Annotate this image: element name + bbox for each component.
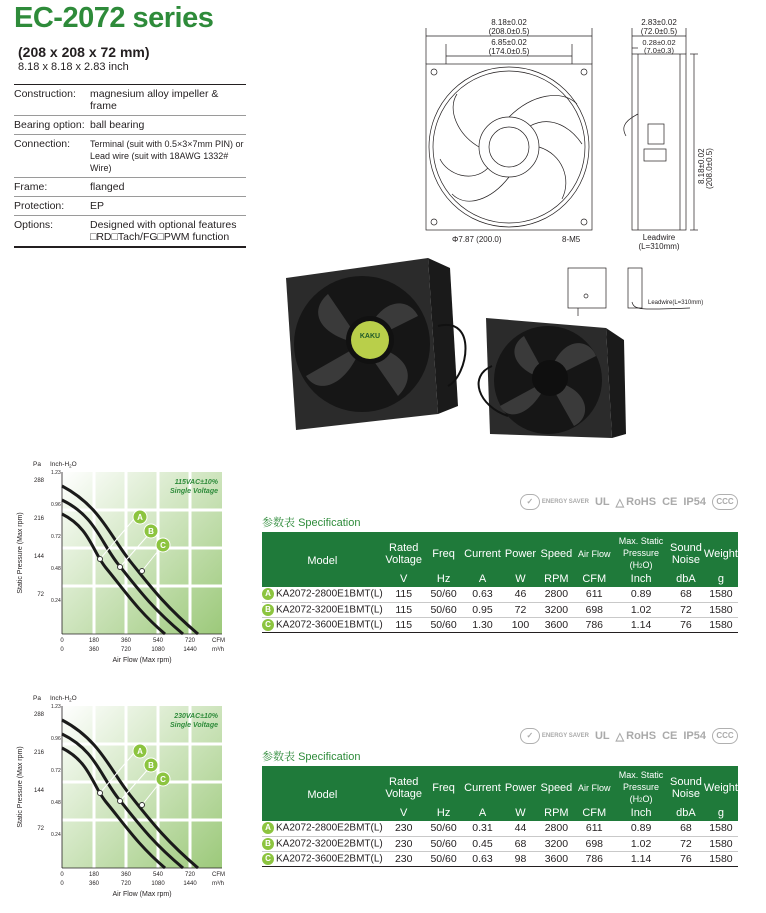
model-name: KA2072-3200E2BMT(L) — [276, 838, 383, 850]
cell-w: 44 — [514, 822, 527, 835]
y-unit-pa: Pa — [33, 461, 41, 468]
table-label — [262, 748, 360, 764]
m3-tick: 1080 — [151, 647, 165, 653]
col-pressure-sub: 2 — [639, 564, 643, 570]
cell-rpm: 2800 — [544, 822, 569, 835]
y-unit-o: O — [71, 695, 77, 702]
pa-tick: 288 — [33, 478, 44, 484]
spec-key: Bearing option: — [14, 119, 85, 131]
cell-rpm: 3200 — [544, 837, 569, 850]
spec-key: Protection: — [14, 200, 65, 212]
cell-rpm: 3600 — [544, 852, 569, 865]
spec-value-line: Terminal (suit with 0.5×3×7mm PIN) or — [90, 139, 244, 149]
performance-chart-230v — [0, 690, 245, 902]
cell-a: 0.63 — [472, 852, 493, 865]
spec-value: magnesium alloy impeller & frame — [90, 88, 219, 112]
cell-g: 1580 — [709, 588, 733, 601]
cell-hz: 50/60 — [430, 603, 457, 616]
fan-brand-label: KAKU — [359, 333, 381, 340]
cell-cfm: 611 — [585, 822, 603, 835]
cell-inch: 1.02 — [630, 603, 652, 616]
cell-w: 72 — [514, 603, 527, 616]
model-cell — [262, 851, 383, 866]
cell-w: 46 — [514, 588, 527, 601]
pa-tick: 288 — [33, 712, 44, 718]
spec-key: Construction: — [14, 88, 76, 100]
performance-chart-115v — [0, 456, 245, 668]
cell-hz: 50/60 — [430, 822, 457, 835]
model-cell — [262, 821, 383, 836]
y-unit-inch — [50, 695, 77, 703]
y-unit-inch-text: Inch-H — [50, 461, 70, 468]
pa-tick: 144 — [33, 554, 44, 560]
dim-side-mm: (208.0±0.5) — [705, 148, 714, 189]
table-label-cn: 参数表 — [262, 517, 295, 529]
unit-inch: Inch — [614, 807, 668, 821]
cell-dba: 72 — [680, 603, 692, 616]
spec-value: ball bearing — [90, 119, 145, 131]
product-title: EC-2072 series — [14, 2, 214, 34]
spec-key: Connection: — [14, 138, 71, 150]
unit-a: A — [463, 807, 503, 821]
chart-mode: Single Voltage — [170, 722, 218, 729]
col-voltage: Rated Voltage — [383, 766, 425, 807]
badge-c: C — [262, 619, 274, 631]
spec-value — [90, 135, 246, 177]
inch-tick: 0.96 — [51, 736, 61, 742]
spec-row — [14, 135, 246, 178]
col-pressure: Max. Static Pressure (H2O) — [614, 766, 668, 807]
cell-cfm: 611 — [585, 588, 603, 601]
unit-v: V — [383, 573, 425, 587]
inch-tick: 0.72 — [51, 534, 61, 540]
spec-table — [262, 532, 738, 633]
unit-inch: Inch — [614, 573, 668, 587]
col-airflow: Air Flow — [574, 532, 614, 573]
spec-row — [14, 178, 246, 197]
energy-saver-icon: ✓ — [520, 494, 540, 510]
badge-a: A — [262, 588, 274, 600]
model-cell — [262, 587, 383, 602]
model-cell — [262, 836, 383, 851]
col-current: Current — [463, 766, 503, 807]
inch-tick: 0.96 — [51, 502, 61, 508]
table-row — [262, 851, 738, 866]
cell-w: 98 — [514, 852, 527, 865]
col-model: Model — [262, 766, 383, 821]
spec-value — [90, 216, 246, 246]
cell-v: 115 — [395, 588, 413, 601]
dim-outer: 8.18±0.02 — [491, 18, 527, 27]
warning-triangle-icon: △ — [615, 496, 625, 509]
col-pressure-o: O — [642, 794, 650, 804]
cell-dba: 68 — [680, 588, 692, 601]
y-unit-sub: 2 — [69, 697, 72, 703]
cell-a: 0.63 — [472, 588, 493, 601]
col-noise: Sound Noise — [668, 766, 704, 807]
cell-v: 115 — [395, 603, 413, 616]
col-model: Model — [262, 532, 383, 587]
cfm-tick: 0 — [60, 638, 64, 644]
cell-rpm: 3600 — [544, 618, 569, 631]
badge-b: B — [262, 604, 274, 616]
y-unit-sub: 2 — [69, 463, 72, 469]
y-unit-pa: Pa — [33, 695, 41, 702]
curve-label-c: C — [160, 775, 166, 784]
model-name: KA2072-2800E1BMT(L) — [276, 588, 383, 600]
ul-cert: UL — [594, 496, 610, 508]
col-current: Current — [463, 532, 503, 573]
ul-cert: UL — [594, 730, 610, 742]
spec-key: Options: — [14, 219, 54, 231]
fan-photo — [278, 256, 628, 446]
cell-g: 1580 — [709, 618, 733, 631]
ce-cert: CE — [662, 730, 678, 742]
cell-inch: 1.02 — [630, 837, 652, 850]
cell-dba: 68 — [680, 822, 692, 835]
cell-hz: 50/60 — [430, 618, 457, 631]
table-row — [262, 587, 738, 602]
rohs-cert — [616, 496, 656, 509]
dim-inner-mm: (174.0±0.5) — [488, 47, 530, 56]
cfm-tick: 540 — [152, 638, 164, 644]
spec-row — [14, 216, 246, 248]
curve-label-b: B — [148, 761, 154, 770]
dim-side: 8.18±0.02 — [697, 148, 706, 184]
m3-tick: 1440 — [183, 647, 197, 653]
y-unit-o: O — [71, 461, 77, 468]
cell-w: 68 — [514, 837, 527, 850]
cert-row — [520, 494, 738, 510]
x-axis-label: Air Flow (Max rpm) — [112, 891, 172, 898]
m3-unit: m³/h — [212, 881, 224, 887]
table-label-en: Specification — [298, 751, 361, 763]
leadwire-small-label: Leadwire(L=310mm) — [648, 300, 704, 306]
col-weight: Weight — [704, 766, 738, 807]
unit-a: A — [463, 573, 503, 587]
table-label-en: Specification — [298, 517, 361, 529]
model-name: KA2072-3200E1BMT(L) — [276, 604, 383, 616]
chart-mode: Single Voltage — [170, 488, 218, 495]
badge-a: A — [262, 822, 274, 834]
energy-saver-cert — [520, 494, 589, 510]
unit-hz: Hz — [425, 573, 463, 587]
cfm-tick: 0 — [60, 872, 64, 878]
warning-triangle-icon: △ — [615, 730, 625, 743]
unit-g: g — [704, 573, 738, 587]
cfm-tick: 180 — [88, 872, 100, 878]
leadwire-label: Leadwire — [642, 233, 676, 242]
m3-tick: 0 — [60, 881, 64, 887]
col-speed: Speed — [538, 532, 574, 573]
inch-tick: 1.23 — [51, 704, 61, 710]
spec-table — [262, 766, 738, 867]
col-pressure-sub: 2 — [639, 798, 643, 804]
cell-inch: 0.89 — [630, 588, 652, 601]
cell-rpm: 2800 — [544, 588, 569, 601]
cell-inch: 1.14 — [630, 852, 652, 865]
cfm-unit: CFM — [212, 638, 225, 644]
dim-depth-mm: (72.0±0.5) — [640, 27, 678, 36]
cell-cfm: 698 — [585, 837, 604, 850]
cfm-tick: 360 — [120, 872, 132, 878]
col-voltage: Rated Voltage — [383, 532, 425, 573]
unit-hz: Hz — [425, 807, 463, 821]
col-power: Power — [502, 532, 538, 573]
spec-key: Frame: — [14, 181, 48, 193]
inch-tick: 0.24 — [51, 832, 61, 838]
m3-unit: m³/h — [212, 647, 224, 653]
cell-rpm: 3200 — [544, 603, 569, 616]
ccc-icon: CCC — [712, 728, 738, 744]
inch-tick: 1.23 — [51, 470, 61, 476]
cell-w: 100 — [511, 618, 530, 631]
spec-row — [14, 85, 246, 116]
ip54-cert: IP54 — [683, 496, 706, 508]
dim-flange: 0.28±0.02 — [642, 38, 676, 47]
col-airflow: Air Flow — [574, 766, 614, 807]
cfm-unit: CFM — [212, 872, 225, 878]
col-freq: Freq — [425, 532, 463, 573]
unit-w: W — [502, 573, 538, 587]
model-name: KA2072-3600E2BMT(L) — [276, 853, 383, 865]
unit-v: V — [383, 807, 425, 821]
table-row — [262, 617, 738, 632]
table-row — [262, 602, 738, 617]
cell-a: 0.31 — [472, 822, 493, 835]
dim-inner: 6.85±0.02 — [491, 38, 527, 47]
ccc-icon: CCC — [712, 494, 738, 510]
cell-g: 1580 — [709, 852, 733, 865]
curve-label-c: C — [160, 541, 166, 550]
cfm-tick: 180 — [88, 638, 100, 644]
unit-dba: dbA — [668, 573, 704, 587]
cell-hz: 50/60 — [430, 837, 457, 850]
dim-flange-mm: (7.0±0.3) — [644, 46, 674, 55]
m3-tick: 1440 — [183, 881, 197, 887]
pa-tick: 72 — [37, 592, 44, 598]
inch-tick: 0.24 — [51, 598, 61, 604]
m3-tick: 0 — [60, 647, 64, 653]
y-unit-inch — [50, 461, 77, 469]
table-row — [262, 836, 738, 851]
y-axis-label: Static Pressure (Max rpm) — [17, 746, 24, 828]
spec-table-block-230v — [262, 728, 738, 868]
pa-tick: 216 — [33, 750, 44, 756]
inch-tick: 0.48 — [51, 566, 61, 572]
ccc-cert — [712, 728, 738, 744]
cell-g: 1580 — [709, 822, 733, 835]
pa-tick: 216 — [33, 516, 44, 522]
col-freq: Freq — [425, 766, 463, 807]
badge-c: C — [262, 853, 274, 865]
spec-row — [14, 116, 246, 135]
cell-inch: 0.89 — [630, 822, 652, 835]
col-pressure-text: Max. Static Pressure (H — [618, 770, 664, 804]
model-name: KA2072-2800E2BMT(L) — [276, 822, 383, 834]
col-power: Power — [502, 766, 538, 807]
unit-rpm: RPM — [538, 573, 574, 587]
m3-tick: 720 — [120, 647, 132, 653]
curve-label-a: A — [137, 747, 143, 756]
col-noise: Sound Noise — [668, 532, 704, 573]
m3-tick: 720 — [120, 881, 132, 887]
y-axis-label: Static Pressure (Max rpm) — [17, 512, 24, 594]
cell-cfm: 786 — [585, 852, 604, 865]
cell-v: 230 — [394, 852, 413, 865]
inch-tick: 0.72 — [51, 768, 61, 774]
m3-tick: 1080 — [151, 881, 165, 887]
cell-g: 1580 — [709, 837, 733, 850]
cert-row — [520, 728, 738, 744]
cell-v: 230 — [394, 837, 413, 850]
cfm-tick: 720 — [184, 638, 196, 644]
cfm-tick: 540 — [152, 872, 164, 878]
ce-cert: CE — [662, 496, 678, 508]
model-cell — [262, 602, 383, 617]
dim-outer-mm: (208.0±0.5) — [488, 27, 530, 36]
cell-g: 1580 — [709, 603, 733, 616]
dim-depth: 2.83±0.02 — [641, 18, 677, 27]
cert-text: RoHS — [626, 730, 657, 742]
cell-v: 230 — [394, 822, 413, 835]
leadwire-length: (L=310mm) — [638, 242, 680, 251]
col-pressure-o: O — [642, 560, 650, 570]
col-pressure: Max. Static Pressure (H2O) — [614, 532, 668, 573]
chart-voltage: 115VAC±10% — [174, 479, 218, 486]
spec-value-line: Lead wire (suit with 18AWG 1332# Wire) — [90, 151, 229, 173]
unit-rpm: RPM — [538, 807, 574, 821]
unit-cfm: CFM — [574, 573, 614, 587]
ip54-cert: IP54 — [683, 730, 706, 742]
model-name: KA2072-3600E1BMT(L) — [276, 619, 383, 631]
unit-cfm: CFM — [574, 807, 614, 821]
table-row — [262, 821, 738, 836]
cert-text: RoHS — [626, 496, 657, 508]
m3-tick: 360 — [88, 647, 100, 653]
cell-hz: 50/60 — [430, 588, 457, 601]
product-size-mm: (208 x 208 x 72 mm) — [18, 44, 150, 60]
cell-inch: 1.14 — [630, 618, 652, 631]
cfm-tick: 360 — [120, 638, 132, 644]
curve-label-b: B — [148, 527, 154, 536]
dimension-drawing — [412, 14, 712, 254]
model-cell — [262, 617, 383, 632]
table-label-cn: 参数表 — [262, 751, 295, 763]
spec-table-block-115v — [262, 494, 738, 634]
spec-row — [14, 197, 246, 216]
energy-saver-icon: ✓ — [520, 728, 540, 744]
pa-tick: 72 — [37, 826, 44, 832]
y-unit-inch-text: Inch-H — [50, 695, 70, 702]
cell-a: 1.30 — [472, 618, 493, 631]
spec-value: flanged — [90, 181, 125, 193]
spec-value: EP — [90, 200, 105, 212]
unit-dba: dbA — [668, 807, 704, 821]
ccc-cert — [712, 494, 738, 510]
product-size-inch: 8.18 x 8.18 x 2.83 inch — [18, 61, 129, 73]
cell-dba: 76 — [680, 852, 692, 865]
rohs-cert — [616, 730, 656, 743]
curve-label-a: A — [137, 513, 143, 522]
energy-saver-cert — [520, 728, 589, 744]
unit-g: g — [704, 807, 738, 821]
col-speed: Speed — [538, 766, 574, 807]
cell-v: 115 — [395, 618, 413, 631]
cell-a: 0.95 — [472, 603, 493, 616]
spec-list — [14, 84, 246, 248]
table-label — [262, 514, 360, 530]
cert-text: ENERGY SAVER — [541, 499, 589, 505]
x-axis-label: Air Flow (Max rpm) — [112, 657, 172, 664]
cell-hz: 50/60 — [430, 852, 457, 865]
cell-dba: 72 — [680, 837, 692, 850]
cfm-tick: 720 — [184, 872, 196, 878]
spec-value-line: Designed with optional features — [90, 219, 237, 231]
badge-b: B — [262, 838, 274, 850]
cell-dba: 76 — [680, 618, 692, 631]
cell-a: 0.45 — [472, 837, 493, 850]
cert-text: ENERGY SAVER — [541, 733, 589, 739]
col-weight: Weight — [704, 532, 738, 573]
m3-tick: 360 — [88, 881, 100, 887]
holes-label: 8-M5 — [562, 235, 581, 244]
unit-w: W — [502, 807, 538, 821]
spec-value-line: □RD□Tach/FG□PWM function — [90, 231, 230, 243]
chart-voltage: 230VAC±10% — [174, 713, 218, 720]
cell-cfm: 698 — [585, 603, 604, 616]
diameter-label: Φ7.87 (200.0) — [452, 235, 502, 244]
cell-cfm: 786 — [585, 618, 604, 631]
pa-tick: 144 — [33, 788, 44, 794]
col-pressure-text: Max. Static Pressure (H — [618, 536, 664, 570]
inch-tick: 0.48 — [51, 800, 61, 806]
